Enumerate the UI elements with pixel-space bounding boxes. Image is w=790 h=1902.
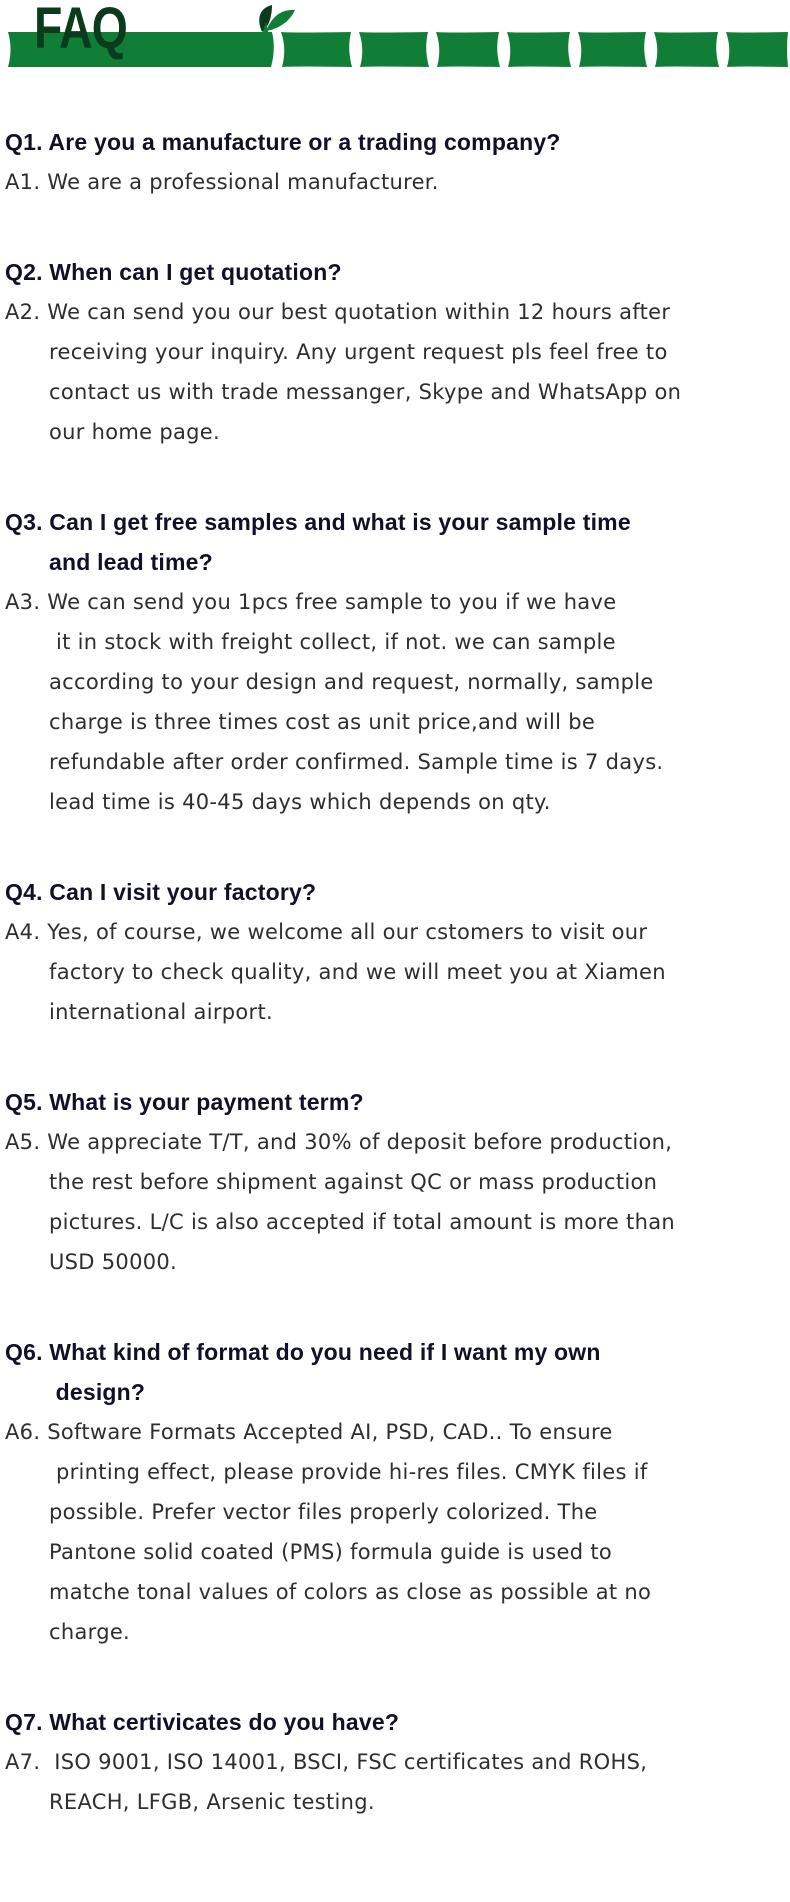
faq-item [5, 1082, 780, 1282]
answer-line: charge is three times cost as unit price,and will be [49, 710, 596, 734]
faq-item [5, 1332, 780, 1652]
faq-header [0, 0, 790, 70]
answer-line: A2. We can send you our best quotation within 12 hours after [5, 300, 671, 324]
bamboo-segment [359, 32, 429, 67]
faq-item [5, 502, 780, 822]
answer-line: contact us with trade messanger, Skype and WhatsApp on [49, 380, 682, 404]
bamboo-segment [507, 32, 571, 67]
question-heading [5, 1082, 780, 1122]
answer-line: A1. We are a professional manufacturer. [5, 170, 439, 194]
answer-line: pictures. L/C is also accepted if total amount is more than [49, 1210, 675, 1234]
answer-text [5, 162, 780, 202]
answer-line: the rest before shipment against QC or mass production [49, 1170, 658, 1194]
answer-line: possible. Prefer vector files properly colorized. The [49, 1500, 598, 1524]
answer-text [5, 292, 780, 452]
question-line: Q1. Are you a manufacture or a trading company? [5, 129, 561, 155]
answer-line: USD 50000. [49, 1250, 178, 1274]
answer-text [5, 1122, 780, 1282]
answer-line: REACH, LFGB, Arsenic testing. [49, 1790, 375, 1814]
bamboo-segment [654, 32, 719, 67]
answer-line: according to your design and request, normally, sample [49, 670, 654, 694]
question-heading [5, 1702, 780, 1742]
bamboo-segment [281, 32, 352, 67]
answer-line: it in stock with freight collect, if not. we can sample [49, 630, 616, 654]
question-heading [5, 1332, 780, 1412]
bamboo-segment [726, 32, 788, 67]
answer-line: A7. ISO 9001, ISO 14001, BSCI, FSC certificates and ROHS, [5, 1750, 648, 1774]
answer-line: printing effect, please provide hi-res files. CMYK files if [49, 1460, 648, 1484]
bamboo-leaf-icon [259, 5, 295, 32]
answer-line: A6. Software Formats Accepted AI, PSD, CAD.. To ensure [5, 1420, 613, 1444]
answer-line: international airport. [49, 1000, 274, 1024]
question-line: Q5. What is your payment term? [5, 1089, 364, 1115]
answer-line: charge. [49, 1620, 131, 1644]
answer-line: receiving your inquiry. Any urgent request pls feel free to [49, 340, 668, 364]
answer-text [5, 582, 780, 822]
answer-text [5, 912, 780, 1032]
question-line: Q3. Can I get free samples and what is your sample time [5, 509, 631, 535]
answer-line: Pantone solid coated (PMS) formula guide is used to [49, 1540, 613, 1564]
answer-line: A4. Yes, of course, we welcome all our cstomers to visit our [5, 920, 648, 944]
question-heading [5, 252, 780, 292]
answer-line: A3. We can send you 1pcs free sample to you if we have [5, 590, 617, 614]
answer-line: factory to check quality, and we will meet you at Xiamen [49, 960, 666, 984]
question-heading [5, 502, 780, 582]
answer-line: our home page. [49, 420, 221, 444]
question-line: Q7. What certivicates do you have? [5, 1709, 400, 1735]
faq-item [5, 252, 780, 452]
answer-line: lead time is 40-45 days which depends on qty. [49, 790, 551, 814]
question-line: Q4. Can I visit your factory? [5, 879, 317, 905]
answer-line: matche tonal values of colors as close as possible at no [49, 1580, 652, 1604]
faq-item [5, 872, 780, 1032]
faq-item [5, 122, 780, 202]
question-line: Q2. When can I get quotation? [5, 259, 342, 285]
bamboo-segment [578, 32, 647, 67]
question-line: and lead time? [49, 549, 213, 575]
answer-text [5, 1742, 780, 1822]
question-heading [5, 122, 780, 162]
question-heading [5, 872, 780, 912]
faq-list [0, 70, 790, 1902]
answer-text [5, 1412, 780, 1652]
answer-line: refundable after order confirmed. Sample time is 7 days. [49, 750, 664, 774]
question-line: Q6. What kind of format do you need if I want my own [5, 1339, 601, 1365]
faq-item [5, 1702, 780, 1822]
page-title: FAQ [34, 0, 127, 61]
answer-line: A5. We appreciate T/T, and 30% of deposit before production, [5, 1130, 673, 1154]
bamboo-segment [436, 32, 500, 67]
question-line: design? [49, 1379, 146, 1405]
